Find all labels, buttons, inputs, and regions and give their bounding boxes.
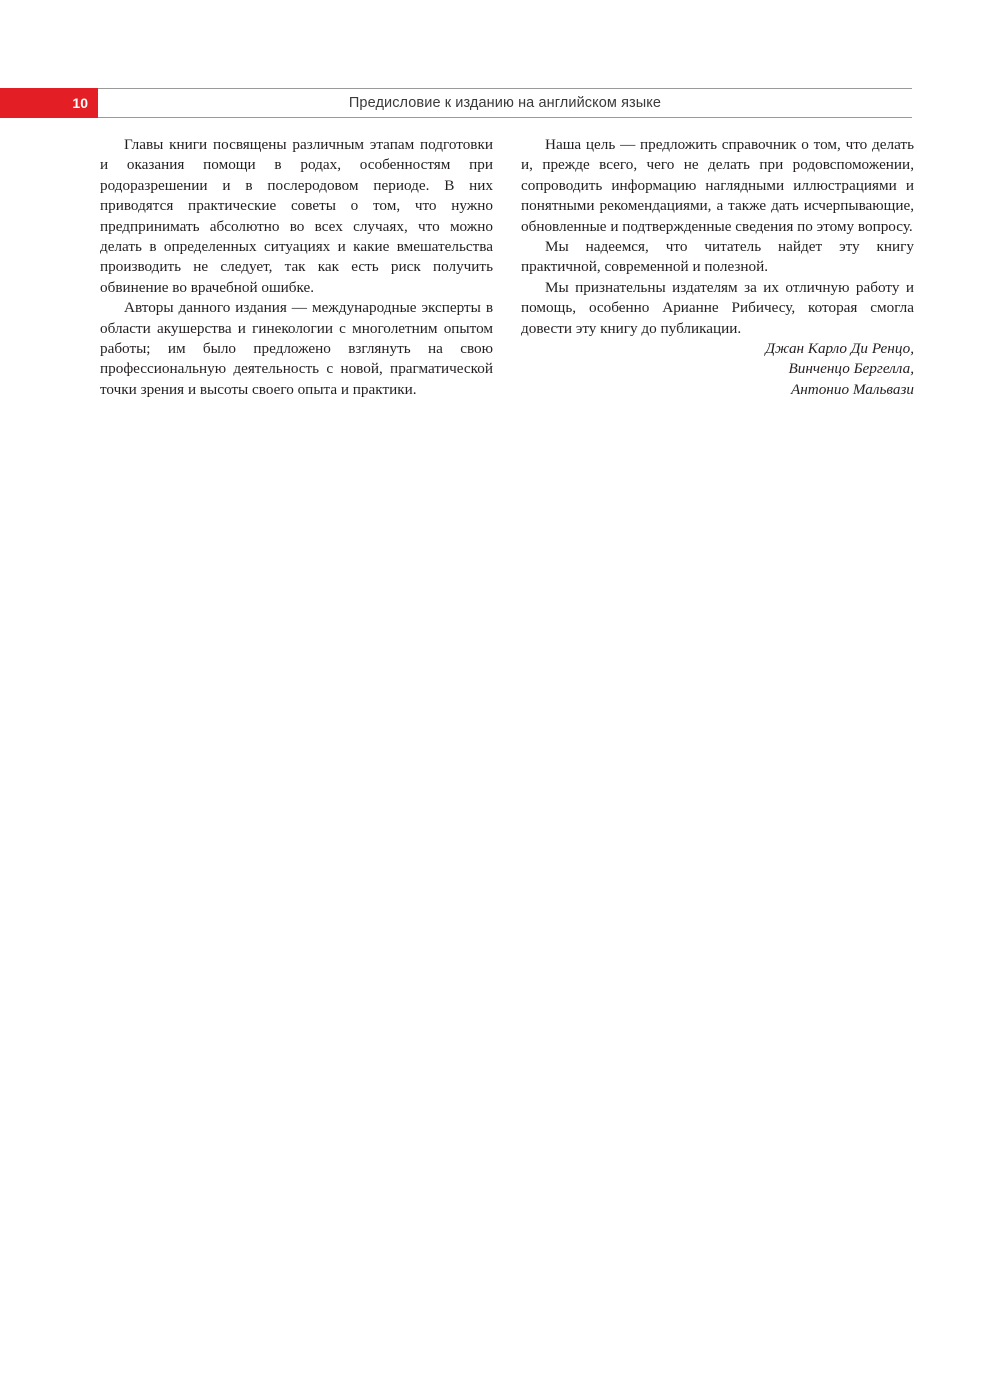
left-column bbox=[100, 135, 493, 400]
right-column bbox=[521, 135, 914, 400]
header-top-rule bbox=[98, 88, 912, 89]
paragraph: Наша цель — предложить справочник о том, что делать и, прежде всего, чего не делать при родовспоможении, сопроводить информацию наглядными иллюстрациями и понятными рекомендациями, а также дать исчерпывающие, обновленные и подтвержденные сведения по этому вопросу. bbox=[521, 136, 914, 235]
page-number-box bbox=[0, 88, 98, 118]
author-signature: Джан Карло Ди Ренцо, bbox=[765, 340, 914, 358]
running-title: Предисловие к изданию на английском языке bbox=[348, 95, 662, 111]
paragraph: Авторы данного издания — международные эксперты в области акушерства и гинекологии с многолетним опытом работы; им было предложено взглянуть на свою профессиональную деятельность с новой, прагматической точки зрения и высоты своего опыта и практики. bbox=[100, 299, 493, 398]
author-signature: Винченцо Бергелла, bbox=[788, 360, 914, 378]
author-signature: Антонио Мальвази bbox=[790, 380, 914, 398]
paragraph: Мы признательны издателям за их отличную работу и помощь, особенно Арианне Рибичесу, которая смогла довести эту книгу до публикации. bbox=[521, 278, 914, 337]
header-bottom-rule bbox=[98, 117, 912, 118]
page-header bbox=[0, 88, 912, 118]
page-number: 10 bbox=[72, 95, 88, 111]
paragraph: Мы надеемся, что читатель найдет эту книгу практичной, современной и полезной. bbox=[521, 238, 914, 276]
paragraph: Главы книги посвящены различным этапам подготовки и оказания помощи в родах, особенностям при родоразрешении и в послеродовом периоде. В них приводятся практические советы о том, что нужно предпринимать абсолютно во всех случаях, что можно делать в определенных ситуациях и какие вмешательства производить не следует, так как есть риск получить обвинение во врачебной ошибке. bbox=[100, 136, 493, 296]
